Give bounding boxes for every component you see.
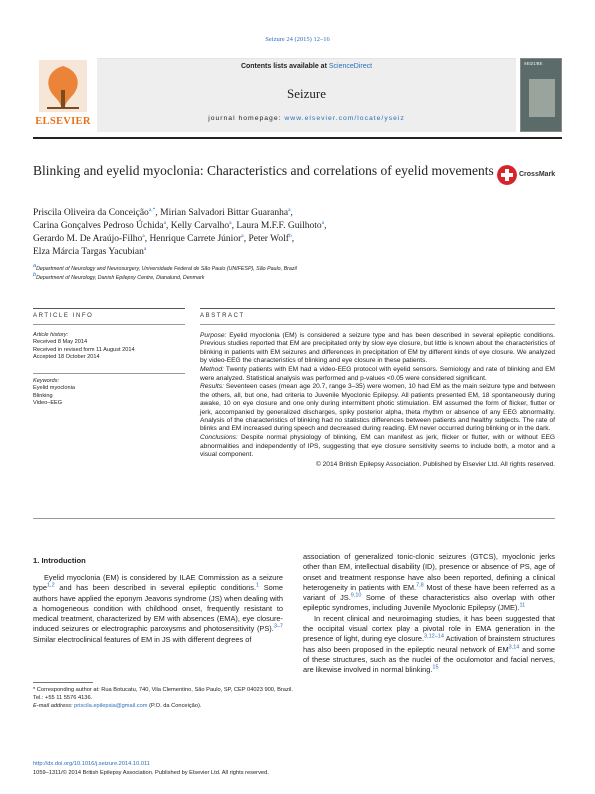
page-footer <box>33 760 433 777</box>
article-title: Blinking and eyelid myoclonia: Characteristics and correlations of eyelid movements <box>33 163 494 178</box>
crossmark-icon <box>497 165 517 185</box>
author-affiliation-marker[interactable]: a <box>288 206 291 213</box>
publisher-logo-text: ELSEVIER <box>35 116 91 127</box>
article-history <box>33 332 185 362</box>
elsevier-logo[interactable] <box>33 58 93 132</box>
abstract-rule-top <box>200 308 555 309</box>
homepage-prefix: journal homepage: <box>208 115 285 122</box>
issn-line: 1059–1311/© 2014 British Epilepsy Association. Published by Elsevier Ltd. All rights reserved. <box>33 769 269 776</box>
article-info-heading: ARTICLE INFO <box>33 313 94 319</box>
history-label: Article history: <box>33 332 69 338</box>
author-name: Elza Márcia Targas Yacubian <box>33 247 144 257</box>
footnote-rule <box>33 682 93 683</box>
intro-paragraph-1-cont: association of generalized tonic-clonic seizures (GTCS), myoclonic jerks other than EM, intellectual disability (ID), presence or absence of PS, age of onset and treatment response have also been reported, defining a clinical heterogeneity in patients with EM.$^{7,8}$ Most of these have been referred as a variant of JS.$^{9,10}$ Some of these characteristics also overlap with other epileptic syndromes, including Juvenile Myoclonic Epilepsy (JME).$^{11}$ <box>303 552 555 613</box>
journal-header <box>97 58 516 132</box>
keyword-item: Video–EEG <box>33 400 63 407</box>
affiliation-b: $^b$Department of Neurology, Danish Epilepsy Centre, Dianalund, Denmark <box>33 271 205 281</box>
author-list: Priscila Oliveira da Conceição$^{a,*}$, Mirian Salvadori Bittar Guaranha$^a$, Carina Gonçalves Pedroso Úchida$^a$, Kelly Carvalho$^a$, Laura M.F.F. Guilhoto$^a$, Gerardo M. De Araújo-Filho$^a$, Henrique Carrete Júnior$^a$, Peter Wolf$^b$, Elza Márcia Targas Yacubian$^a$ <box>33 206 327 257</box>
author-affiliation-marker[interactable]: b <box>288 232 292 239</box>
section-heading-introduction: 1. Introduction <box>33 556 86 565</box>
body-column-right <box>303 552 555 676</box>
history-accepted: Accepted 18 October 2014 <box>33 354 100 361</box>
email-note: E-mail address: priscila.epilepsia@gmail.com (P.O. da Conceição). <box>33 703 202 709</box>
journal-reference[interactable]: Seizure 24 (2015) 12–16 <box>265 36 330 43</box>
author-name: Mirian Salvadori Bittar Guaranha <box>160 208 289 218</box>
abstract-body <box>200 332 555 469</box>
abstract-heading: ABSTRACT <box>200 313 245 319</box>
sciencedirect-link[interactable]: ScienceDirect <box>328 63 373 70</box>
article-info-rule <box>33 324 185 325</box>
journal-cover-thumbnail[interactable] <box>520 58 562 132</box>
cover-title: SEIZURE <box>524 61 543 66</box>
abstract-rule <box>200 324 555 325</box>
author-affiliation-marker[interactable]: a <box>142 232 145 239</box>
elsevier-tree-icon <box>39 60 87 112</box>
keywords-rule <box>33 373 185 374</box>
history-received: Received 8 May 2014 <box>33 339 88 346</box>
abstract-method: Method: Twenty patients with EM had a video-EEG protocol with eyelid sensors. Semiology and rate of blinking and EM were analyzed. Statistical analysis was performed and p-values <0.05 were considered significant. <box>200 366 555 382</box>
keywords <box>33 378 185 408</box>
author-affiliation-marker[interactable]: a <box>229 219 232 226</box>
author-name: Priscila Oliveira da Conceição <box>33 208 149 218</box>
homepage-link[interactable]: www.elsevier.com/locate/yseiz <box>284 115 405 122</box>
affiliations <box>33 265 533 282</box>
history-revised: Received in revised form 11 August 2014 <box>33 346 135 353</box>
keyword-item: Eyelid myoclonia <box>33 385 75 392</box>
author-affiliation-marker[interactable]: a <box>143 245 147 252</box>
email-link[interactable]: priscila.epilepsia@gmail.com <box>74 703 148 709</box>
intro-paragraph-1: Eyelid myoclonia (EM) is considered by ILAE Commission as a seizure type$^{1,2}$ and has been described in several epileptic conditions.$^1$ Some authors have applied the eponym Jeavons syndrome (JS) when dealing with a homogeneous condition with childhood onset, frequently resistant to medical treatment, characterized by EM with absences (EMA), eye closure-induced seizures or electrographic paroxysms and photosensitivity (PS).$^{3-7}$ Similar electroclinical features of EM in JS with different degrees of <box>33 573 283 644</box>
doi-link[interactable]: http://dx.doi.org/10.1016/j.seizure.2014.10.011 <box>33 761 150 767</box>
contents-prefix: Contents lists available at <box>240 63 329 70</box>
abstract-results: Results: Seventeen cases (mean age 20.7, range 3–35) were women, 10 had EM as the main seizure type and between the others, all, but one, had criteria to Juvenile Myoclonic Epilepsy. All patients presented EM, 18 spontaneously during awake, 10 on eye closure and one only during intermittent photic stimulation. EM assumed the form of flicker, flutter or jerk, accompanied by generalized discharges, spiky posterior alpha, theta rhythm or absence of any EEG abnormality. Analysis of the characteristics of blinking had no statistics differences between patients and healthy subjects. The rate of blinks and EM increased during speech and decreased during reading. EM never occurred during blinking or in the dark. <box>200 383 555 433</box>
intro-paragraph-2: In recent clinical and neuroimaging studies, it has been suggested that the occipital visual cortex play a pivotal role in EMA generation in the presence of light, during eye closure.$^{3,12-14}$ Activation of brainstem structures has also been proposed in the epileptic neural network of EM$^{3,14}$ and some of these structures, such as the nuclei of the oculomotor and facial nerves, are likewise involved in normal blinking.$^{15}$ <box>303 613 555 675</box>
author-name: Peter Wolf <box>248 234 289 244</box>
affiliation-a: $^a$Department of Neurology and Neurosurgery, Universidade Federal de São Paulo (UNIFESP), São Paulo, Brazil <box>33 263 297 272</box>
contents-line <box>97 63 516 70</box>
author-affiliation-marker[interactable]: a <box>321 219 325 226</box>
body-column-left <box>33 573 283 645</box>
corresponding-author-note: * Corresponding author at: Rua Botucatu, 740, Vila Clementino, São Paulo, SP, CEP 04023 900, Brazil. Tel.: +55 11 5576 4136. <box>33 687 293 701</box>
homepage-line <box>97 115 516 122</box>
author-affiliation-marker[interactable]: a <box>163 219 167 226</box>
author-name: Carina Gonçalves Pedroso Úchida <box>33 221 164 231</box>
author-name: Henrique Carrete Júnior <box>149 234 242 244</box>
crossmark-badge[interactable] <box>497 165 567 187</box>
author-name: Gerardo M. De Araújo-Filho <box>33 234 143 244</box>
header-divider <box>33 137 562 139</box>
abstract-copyright: © 2014 British Epilepsy Association. Published by Elsevier Ltd. All rights reserved. <box>315 460 555 468</box>
keyword-item: Blinking <box>33 392 53 399</box>
author-affiliation-marker[interactable]: a <box>241 232 244 239</box>
abstract-purpose: Purpose: Eyelid myoclonia (EM) is considered a seizure type and has been described in several epileptic conditions. Previous studies reported that EM are precipitated only by slow eye closure, but little is known about the characteristics of blinking in patients with EM seizures and differences in precipitation of EM by different kinds of eye closure. We analyzed by video-EEG the characteristics of blinking and eye closure in these patients. <box>200 332 555 365</box>
abstract-conclusions: Conclusions: Despite normal physiology of blinking, EM can manifest as jerk, flicker or flutter, with or without EEG abnormalities and independently of IPS, suggesting that eye closure sensitivity seems to include both, a motor and a visual component. <box>200 434 555 459</box>
keywords-label: Keywords: <box>33 378 60 384</box>
author-name: Kelly Carvalho <box>170 221 230 231</box>
author-affiliation-marker[interactable]: a,* <box>148 206 156 213</box>
journal-name: Seizure <box>287 86 326 101</box>
footnotes <box>33 686 293 710</box>
article-info-rule-top <box>33 308 185 309</box>
cover-image <box>529 79 555 117</box>
crossmark-label: CrossMark <box>519 171 556 178</box>
abstract-bottom-rule <box>33 518 555 519</box>
author-name: Laura M.F.F. Guilhoto <box>236 221 322 231</box>
